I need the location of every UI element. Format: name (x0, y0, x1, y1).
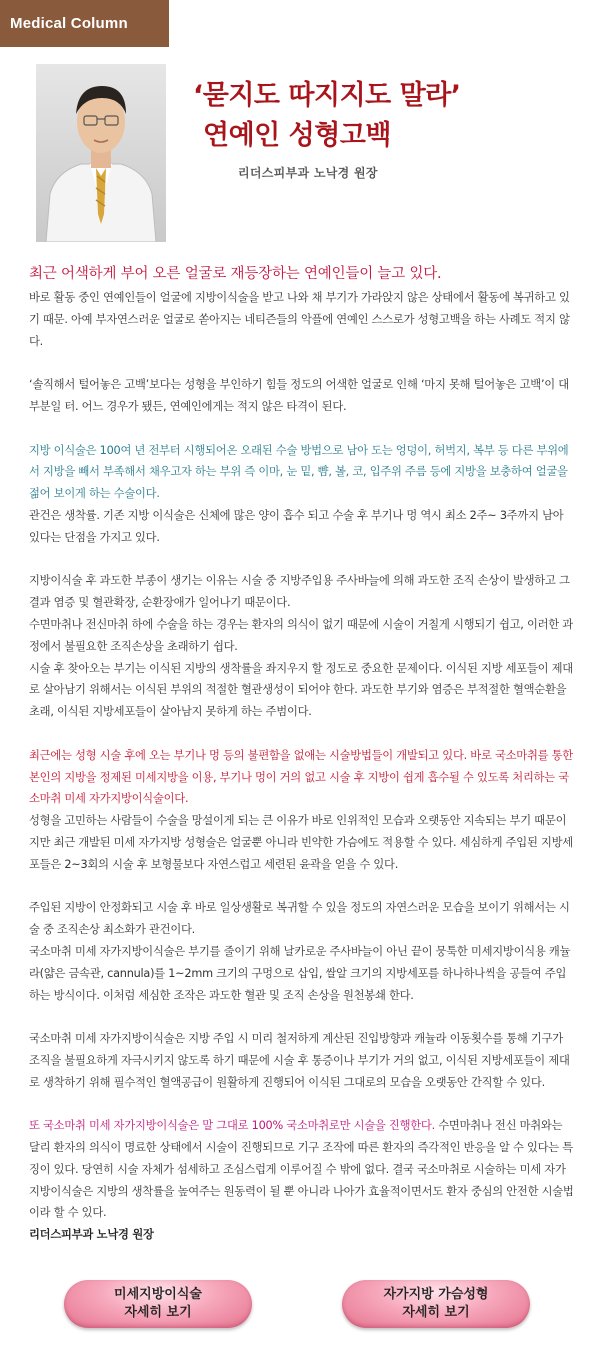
paragraph-8-rest: 수면마취나 전신 마취와는 달리 환자의 의식이 명료한 상태에서 시술이 진행되므로 기구 조작에 따른 환자의 즉각적인 반응을 알 수 있다는 특징이 있다. 당연히 시술 자체가 섬세하고 조심스럽게 이루어질 수 밖에 없다. 결국 국소마취로 시술하는 미세 자가지방이식술은 지방의 생착률을 높여주는 원동력이 될 뿐 아니라 나아가 효율적이면서도 환자 중심의 안전한 시술법이라 할 수 있다. (29, 1119, 574, 1220)
paragraph-5: 성형을 고민하는 사람들이 수술을 망설이게 되는 큰 이유가 바로 인위적인 모습과 오랫동안 지속되는 부기 때문이지만 최근 개발된 미세 자가지방 성형술은 얼굴뿐 아니라 빈약한 가슴에도 적용할 수 있다. 세심하게 주입된 지방세포들은 2~3회의 시술 후 보형물보다 자연스럽고 세련된 윤곽을 얻을 수 있다. (29, 814, 573, 871)
fat-graft-details-button[interactable] (64, 1280, 252, 1328)
breast-fat-graft-details-button[interactable] (342, 1280, 530, 1328)
article-body (29, 287, 574, 1246)
article-title (193, 76, 461, 156)
paragraph-4a: 지방이식술 후 과도한 부종이 생기는 이유는 시술 중 지방주입용 주사바늘에 의해 과도한 조직 손상이 발생하고 그 결과 염증 및 혈관확장, 순환장애가 일어나기 때문이다. (29, 574, 570, 610)
paragraph-6b: 국소마취 미세 자가지방이식술은 부기를 줄이기 위해 날카로운 주사바늘이 아닌 끝이 뭉툭한 미세지방이식용 캐뉼라(얇은 금속관, cannula)를 1~2mm 크기의 구멍으로 삽입, 쌀알 크기의 지방세포를 하나하나씩을 공들여 주입하는 방식이다. 이처럼 세심한 조작은 과도한 혈관 및 조직 손상을 원천봉쇄 한다. (29, 944, 571, 1002)
author-byline: 리더스피부과 노낙경 원장 (238, 166, 378, 180)
article-lead: 최근 어색하게 부어 오른 얼굴로 재등장하는 연예인들이 늘고 있다. (29, 266, 442, 282)
paragraph-6a: 주입된 지방이 안정화되고 시술 후 바로 일상생활로 복귀할 수 있을 정도의 자연스러운 모습을 보이기 위해서는 시술 중 조직손상 최소화가 관건이다. (29, 901, 570, 937)
button-label-line-2: 자세히 보기 (402, 1305, 470, 1320)
paragraph-3: 관건은 생착률. 기존 지방 이식술은 신체에 많은 양이 흡수 되고 수술 후 부기나 멍 역시 최소 2주~ 3주까지 남아 있다는 단점을 가지고 있다. (29, 508, 564, 544)
paragraph-4c: 시술 후 찾아오는 부기는 이식된 지방의 생착률을 좌지우지 할 정도로 중요한 문제이다. 이식된 지방 세포들이 제대로 살아남기 위해서는 이식된 부위의 적절한 혈관생성이 되어야 한다. 과도한 부기와 염증은 부적절한 혈액순환을 초래, 이식된 지방세포들이 살아남지 못하게 하는 주범이다. (29, 661, 573, 719)
paragraph-2: ‘솔직해서 털어놓은 고백’보다는 성형을 부인하기 힘들 정도의 어색한 얼굴로 인해 ‘마지 못해 털어놓은 고백’이 대부분일 터. 어느 경우가 됐든, 연예인에게는 적지 않은 타격이 된다. (29, 378, 569, 413)
paragraph-3-highlight: 지방 이식술은 100여 년 전부터 시행되어온 오래된 수술 방법으로 남아 도는 엉덩이, 허벅지, 복부 등 다른 부위에서 지방을 빼서 부족해서 채우고자 하는 부위 즉 이마, 눈 밑, 뺨, 볼, 코, 입주위 주름 등에 지방을 보충하여 얼굴을 젊어 보이게 하는 수술이다. (29, 443, 569, 501)
title-line-1: ‘묻지도 따지지도 말라’ (193, 80, 461, 111)
paragraph-7: 국소마취 미세 자가지방이식술은 지방 주입 시 미리 철저하게 계산된 진입방향과 캐뉼라 이동횟수를 통해 기구가 조직을 불필요하게 자극시키지 않도록 하기 때문에 시술 후 통증이나 부기가 거의 없고, 이식된 지방세포들이 제대로 생착하기 위해 필수적인 혈액공급이 원활하게 진행되어 이식된 그대로의 모습을 오랫동안 간직할 수 있다. (29, 1032, 570, 1089)
paragraph-1: 바로 활동 중인 연예인들이 얼굴에 지방이식술을 받고 나와 채 부기가 가라앉지 않은 상태에서 활동에 복귀하고 있기 때문. 아예 부자연스러운 얼굴로 쏟아지는 네티즌들의 악플에 연예인 스스로가 성형고백을 하는 사례도 적지 않다. (29, 291, 570, 348)
button-label-line-1: 미세지방이식술 (114, 1287, 202, 1302)
button-label-line-1: 자가지방 가슴성형 (383, 1287, 489, 1302)
paragraph-8-highlight: 또 국소마취 미세 자가지방이식술은 말 그대로 100% 국소마취로만 시술을 진행한다. (29, 1119, 435, 1133)
paragraph-4b: 수면마취나 전신마취 하에 수술을 하는 경우는 환자의 의식이 없기 때문에 시술이 거칠게 시행되기 쉽고, 이러한 과정에서 불필요한 조직손상을 초래하기 쉽다. (29, 617, 573, 653)
doctor-portrait-illustration (36, 64, 166, 242)
medical-column-badge: Medical Column (0, 0, 169, 47)
paragraph-8 (29, 1115, 574, 1224)
title-line-2: 연예인 성형고백 (203, 120, 391, 151)
button-label-line-2: 자세히 보기 (124, 1305, 192, 1320)
doctor-photo (36, 64, 166, 242)
article-signature: 리더스피부과 노낙경 원장 (29, 1228, 154, 1242)
paragraph-5-highlight: 최근에는 성형 시술 후에 오는 부기나 멍 등의 불편함을 없애는 시술방법들이 개발되고 있다. 바로 국소마취를 통한 본인의 지방을 정제된 미세지방을 이용, 부기나 멍이 거의 없고 시술 후 지방이 쉽게 흡수될 수 있도록 처리하는 국소마취 미세 자가지방이식술이다. (29, 748, 573, 806)
